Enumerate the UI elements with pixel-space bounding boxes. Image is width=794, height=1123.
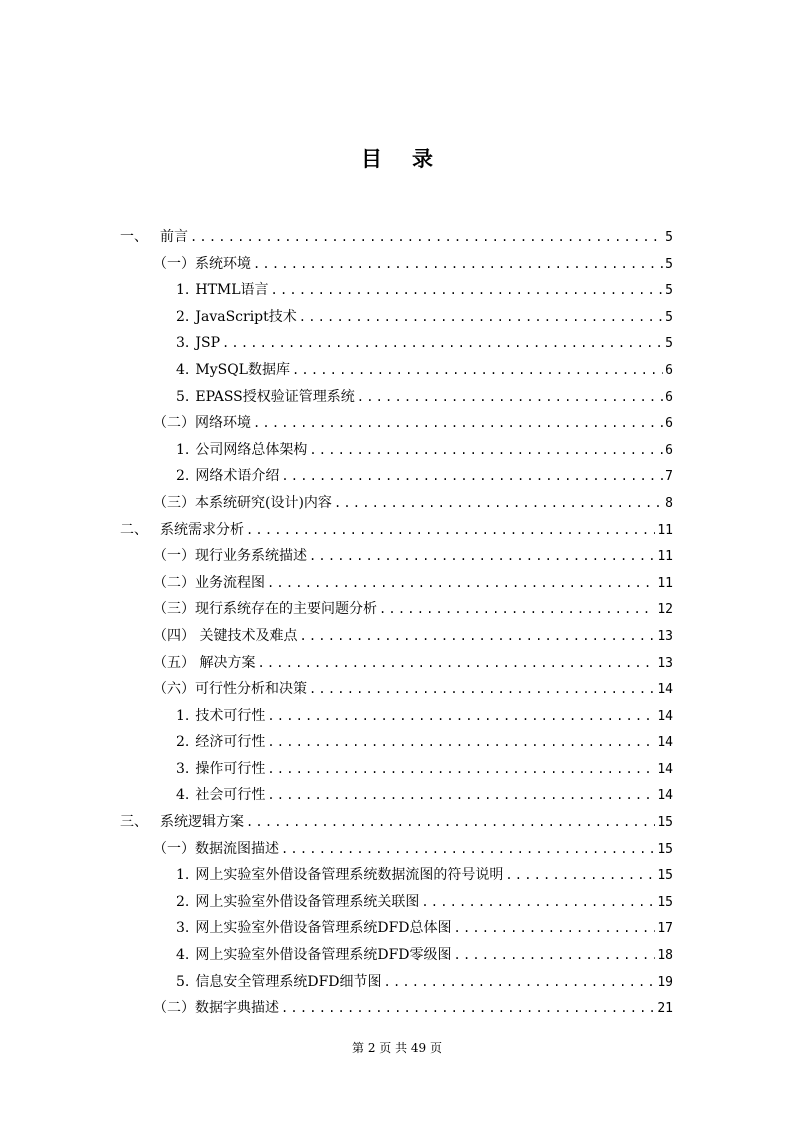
page-title-part-2: 录	[412, 147, 433, 171]
page-title	[0, 145, 794, 173]
toc-entry-10[interactable]	[0, 463, 794, 490]
toc-entry-number: 5.	[176, 973, 190, 990]
toc-entry-page-number: 12	[657, 602, 673, 618]
toc-entry-page-number: 5	[665, 283, 673, 299]
toc-entry-page-number: 13	[657, 655, 673, 671]
toc-entry-title: 经济可行性	[195, 734, 266, 751]
toc-entry-20[interactable]	[0, 729, 794, 756]
toc-entry-page-number: 5	[665, 230, 673, 245]
toc-entry-page-number: 21	[657, 1001, 673, 1017]
toc-entry-page-number: 13	[657, 628, 673, 644]
toc-dot-leader	[309, 437, 663, 464]
toc-entry-title: 系统逻辑方案	[160, 814, 244, 831]
toc-dot-leader	[257, 650, 655, 677]
toc-dot-leader	[267, 570, 655, 597]
toc-entry-title: 前言	[160, 229, 188, 245]
toc-entry-16[interactable]	[0, 623, 794, 650]
toc-entry-9[interactable]	[0, 437, 794, 464]
toc-entry-title: （二）数据字典描述	[153, 1000, 279, 1017]
toc-entry-24[interactable]	[0, 836, 794, 863]
toc-entry-page-number: 14	[657, 761, 673, 777]
toc-entry-title: MySQL数据库	[195, 361, 290, 378]
toc-entry-5[interactable]	[0, 330, 794, 357]
toc-entry-page-number: 7	[665, 469, 673, 485]
toc-entry-13[interactable]	[0, 543, 794, 570]
toc-dot-leader	[357, 384, 663, 411]
toc-entry-title: 社会可行性	[195, 787, 266, 804]
toc-dot-leader	[421, 889, 655, 916]
toc-entry-page-number: 5	[665, 256, 673, 272]
toc-dot-leader	[246, 517, 655, 544]
toc-entry-title: 网上实验室外借设备管理系统DFD总体图	[195, 920, 452, 937]
toc-dot-leader	[267, 756, 655, 783]
toc-entry-number: 1.	[176, 707, 190, 724]
toc-dot-leader	[454, 942, 656, 969]
toc-entry-title: （四） 关键技术及难点	[153, 627, 298, 644]
toc-entry-title: 技术可行性	[195, 707, 266, 724]
toc-entry-page-number: 14	[657, 788, 673, 804]
toc-entry-title: 系统需求分析	[160, 521, 244, 538]
toc-entry-page-number: 15	[657, 894, 673, 910]
toc-entry-title: （一）现行业务系统描述	[153, 548, 307, 565]
toc-entry-title: （二）网络环境	[153, 415, 251, 432]
toc-entry-18[interactable]	[0, 676, 794, 703]
toc-entry-19[interactable]	[0, 703, 794, 730]
toc-entry-page-number: 6	[665, 389, 673, 405]
toc-entry-title: 网上实验室外借设备管理系统数据流图的符号说明	[195, 867, 504, 884]
toc-entry-number: 4.	[176, 947, 190, 964]
toc-dot-leader	[309, 543, 655, 570]
toc-entry-title: （五） 解决方案	[153, 654, 256, 671]
toc-entry-page-number: 11	[657, 522, 673, 538]
toc-entry-title: （二）业务流程图	[153, 574, 265, 591]
toc-entry-page-number: 5	[665, 309, 673, 325]
toc-dot-leader	[292, 357, 663, 384]
toc-entry-number: 4.	[176, 361, 190, 378]
toc-entry-11[interactable]	[0, 490, 794, 517]
toc-dot-leader	[281, 836, 655, 863]
table-of-contents	[0, 224, 794, 1022]
toc-dot-leader	[267, 729, 655, 756]
toc-entry-6[interactable]	[0, 357, 794, 384]
toc-entry-number: 1.	[176, 282, 190, 299]
toc-entry-29[interactable]	[0, 969, 794, 996]
toc-dot-leader	[334, 490, 663, 517]
toc-dot-leader	[299, 623, 655, 650]
toc-entry-8[interactable]	[0, 410, 794, 437]
toc-entry-22[interactable]	[0, 782, 794, 809]
toc-entry-title: 网络术语介绍	[195, 468, 280, 485]
toc-entry-page-number: 17	[657, 921, 673, 937]
toc-entry-page-number: 14	[657, 708, 673, 724]
toc-entry-title: 公司网络总体架构	[195, 441, 308, 458]
toc-entry-number: 3.	[176, 760, 190, 777]
toc-entry-page-number: 18	[657, 948, 673, 964]
toc-entry-number: 5.	[176, 388, 190, 405]
toc-dot-leader	[299, 304, 663, 331]
toc-dot-leader	[253, 251, 663, 278]
toc-entry-23[interactable]	[0, 809, 794, 836]
toc-dot-leader	[190, 224, 663, 251]
toc-entry-page-number: 14	[657, 682, 673, 698]
toc-entry-title: 网上实验室外借设备管理系统DFD零级图	[195, 947, 452, 964]
toc-entry-page-number: 11	[657, 549, 673, 565]
toc-entry-number: 2.	[176, 734, 190, 751]
toc-entry-26[interactable]	[0, 889, 794, 916]
toc-dot-leader	[379, 596, 655, 623]
toc-entry-title: EPASS授权验证管理系统	[195, 388, 355, 405]
toc-entry-title: （一）数据流图描述	[153, 840, 279, 857]
toc-dot-leader	[505, 862, 655, 889]
toc-entry-3[interactable]	[0, 277, 794, 304]
toc-entry-30[interactable]	[0, 995, 794, 1022]
toc-entry-number: 2.	[176, 468, 190, 485]
toc-dot-leader	[267, 703, 655, 730]
toc-entry-7[interactable]	[0, 384, 794, 411]
toc-dot-leader	[222, 330, 663, 357]
toc-dot-leader	[253, 410, 663, 437]
toc-entry-title: HTML语言	[195, 282, 269, 299]
toc-entry-number: 3.	[176, 920, 190, 937]
toc-entry-page-number: 15	[657, 841, 673, 857]
toc-entry-2[interactable]	[0, 251, 794, 278]
page-title-part-1: 目	[361, 147, 382, 171]
toc-entry-page-number: 8	[665, 495, 673, 511]
toc-entry-number: 4.	[176, 787, 190, 804]
toc-entry-14[interactable]	[0, 570, 794, 597]
toc-entry-page-number: 6	[665, 442, 673, 458]
toc-dot-leader	[309, 676, 655, 703]
toc-entry-25[interactable]	[0, 862, 794, 889]
toc-entry-1[interactable]	[0, 224, 794, 251]
toc-entry-title: 网上实验室外借设备管理系统关联图	[195, 893, 420, 910]
toc-dot-leader	[267, 782, 655, 809]
toc-entry-title: （三）现行系统存在的主要问题分析	[153, 601, 377, 618]
toc-entry-title: （一）系统环境	[153, 255, 251, 272]
toc-entry-page-number: 6	[665, 362, 673, 378]
toc-dot-leader	[281, 463, 663, 490]
toc-entry-title: JavaScript技术	[195, 308, 297, 325]
toc-entry-page-number: 14	[657, 735, 673, 751]
toc-entry-number: 1.	[176, 867, 190, 884]
toc-entry-title: （六）可行性分析和决策	[153, 681, 307, 698]
toc-entry-page-number: 19	[657, 974, 673, 990]
toc-entry-number: 2.	[176, 893, 190, 910]
toc-dot-leader	[246, 809, 655, 836]
toc-entry-number: 2.	[176, 308, 190, 325]
toc-dot-leader	[384, 969, 656, 996]
toc-dot-leader	[271, 277, 664, 304]
toc-entry-page-number: 11	[657, 575, 673, 591]
toc-entry-4[interactable]	[0, 304, 794, 331]
toc-entry-12[interactable]	[0, 517, 794, 544]
toc-entry-page-number: 5	[665, 336, 673, 352]
toc-entry-27[interactable]	[0, 915, 794, 942]
toc-entry-title: 信息安全管理系统DFD细节图	[195, 973, 382, 990]
toc-entry-number: 3.	[176, 335, 190, 352]
toc-entry-page-number: 15	[657, 815, 673, 831]
toc-entry-15[interactable]	[0, 596, 794, 623]
toc-entry-title: （三）本系统研究(设计)内容	[153, 494, 332, 511]
toc-entry-number: 三、	[120, 814, 148, 831]
toc-entry-28[interactable]	[0, 942, 794, 969]
toc-entry-page-number: 15	[657, 868, 673, 884]
toc-entry-title: JSP	[195, 335, 220, 352]
toc-entry-page-number: 6	[665, 416, 673, 432]
page-footer: 第 2 页 共 49 页	[352, 1041, 442, 1055]
toc-entry-number: 一、	[120, 229, 148, 245]
toc-entry-21[interactable]	[0, 756, 794, 783]
toc-entry-17[interactable]	[0, 650, 794, 677]
toc-entry-number: 1.	[176, 441, 190, 458]
toc-dot-leader	[281, 995, 655, 1022]
toc-entry-number: 二、	[120, 521, 148, 538]
toc-dot-leader	[454, 915, 656, 942]
toc-entry-title: 操作可行性	[195, 760, 266, 777]
